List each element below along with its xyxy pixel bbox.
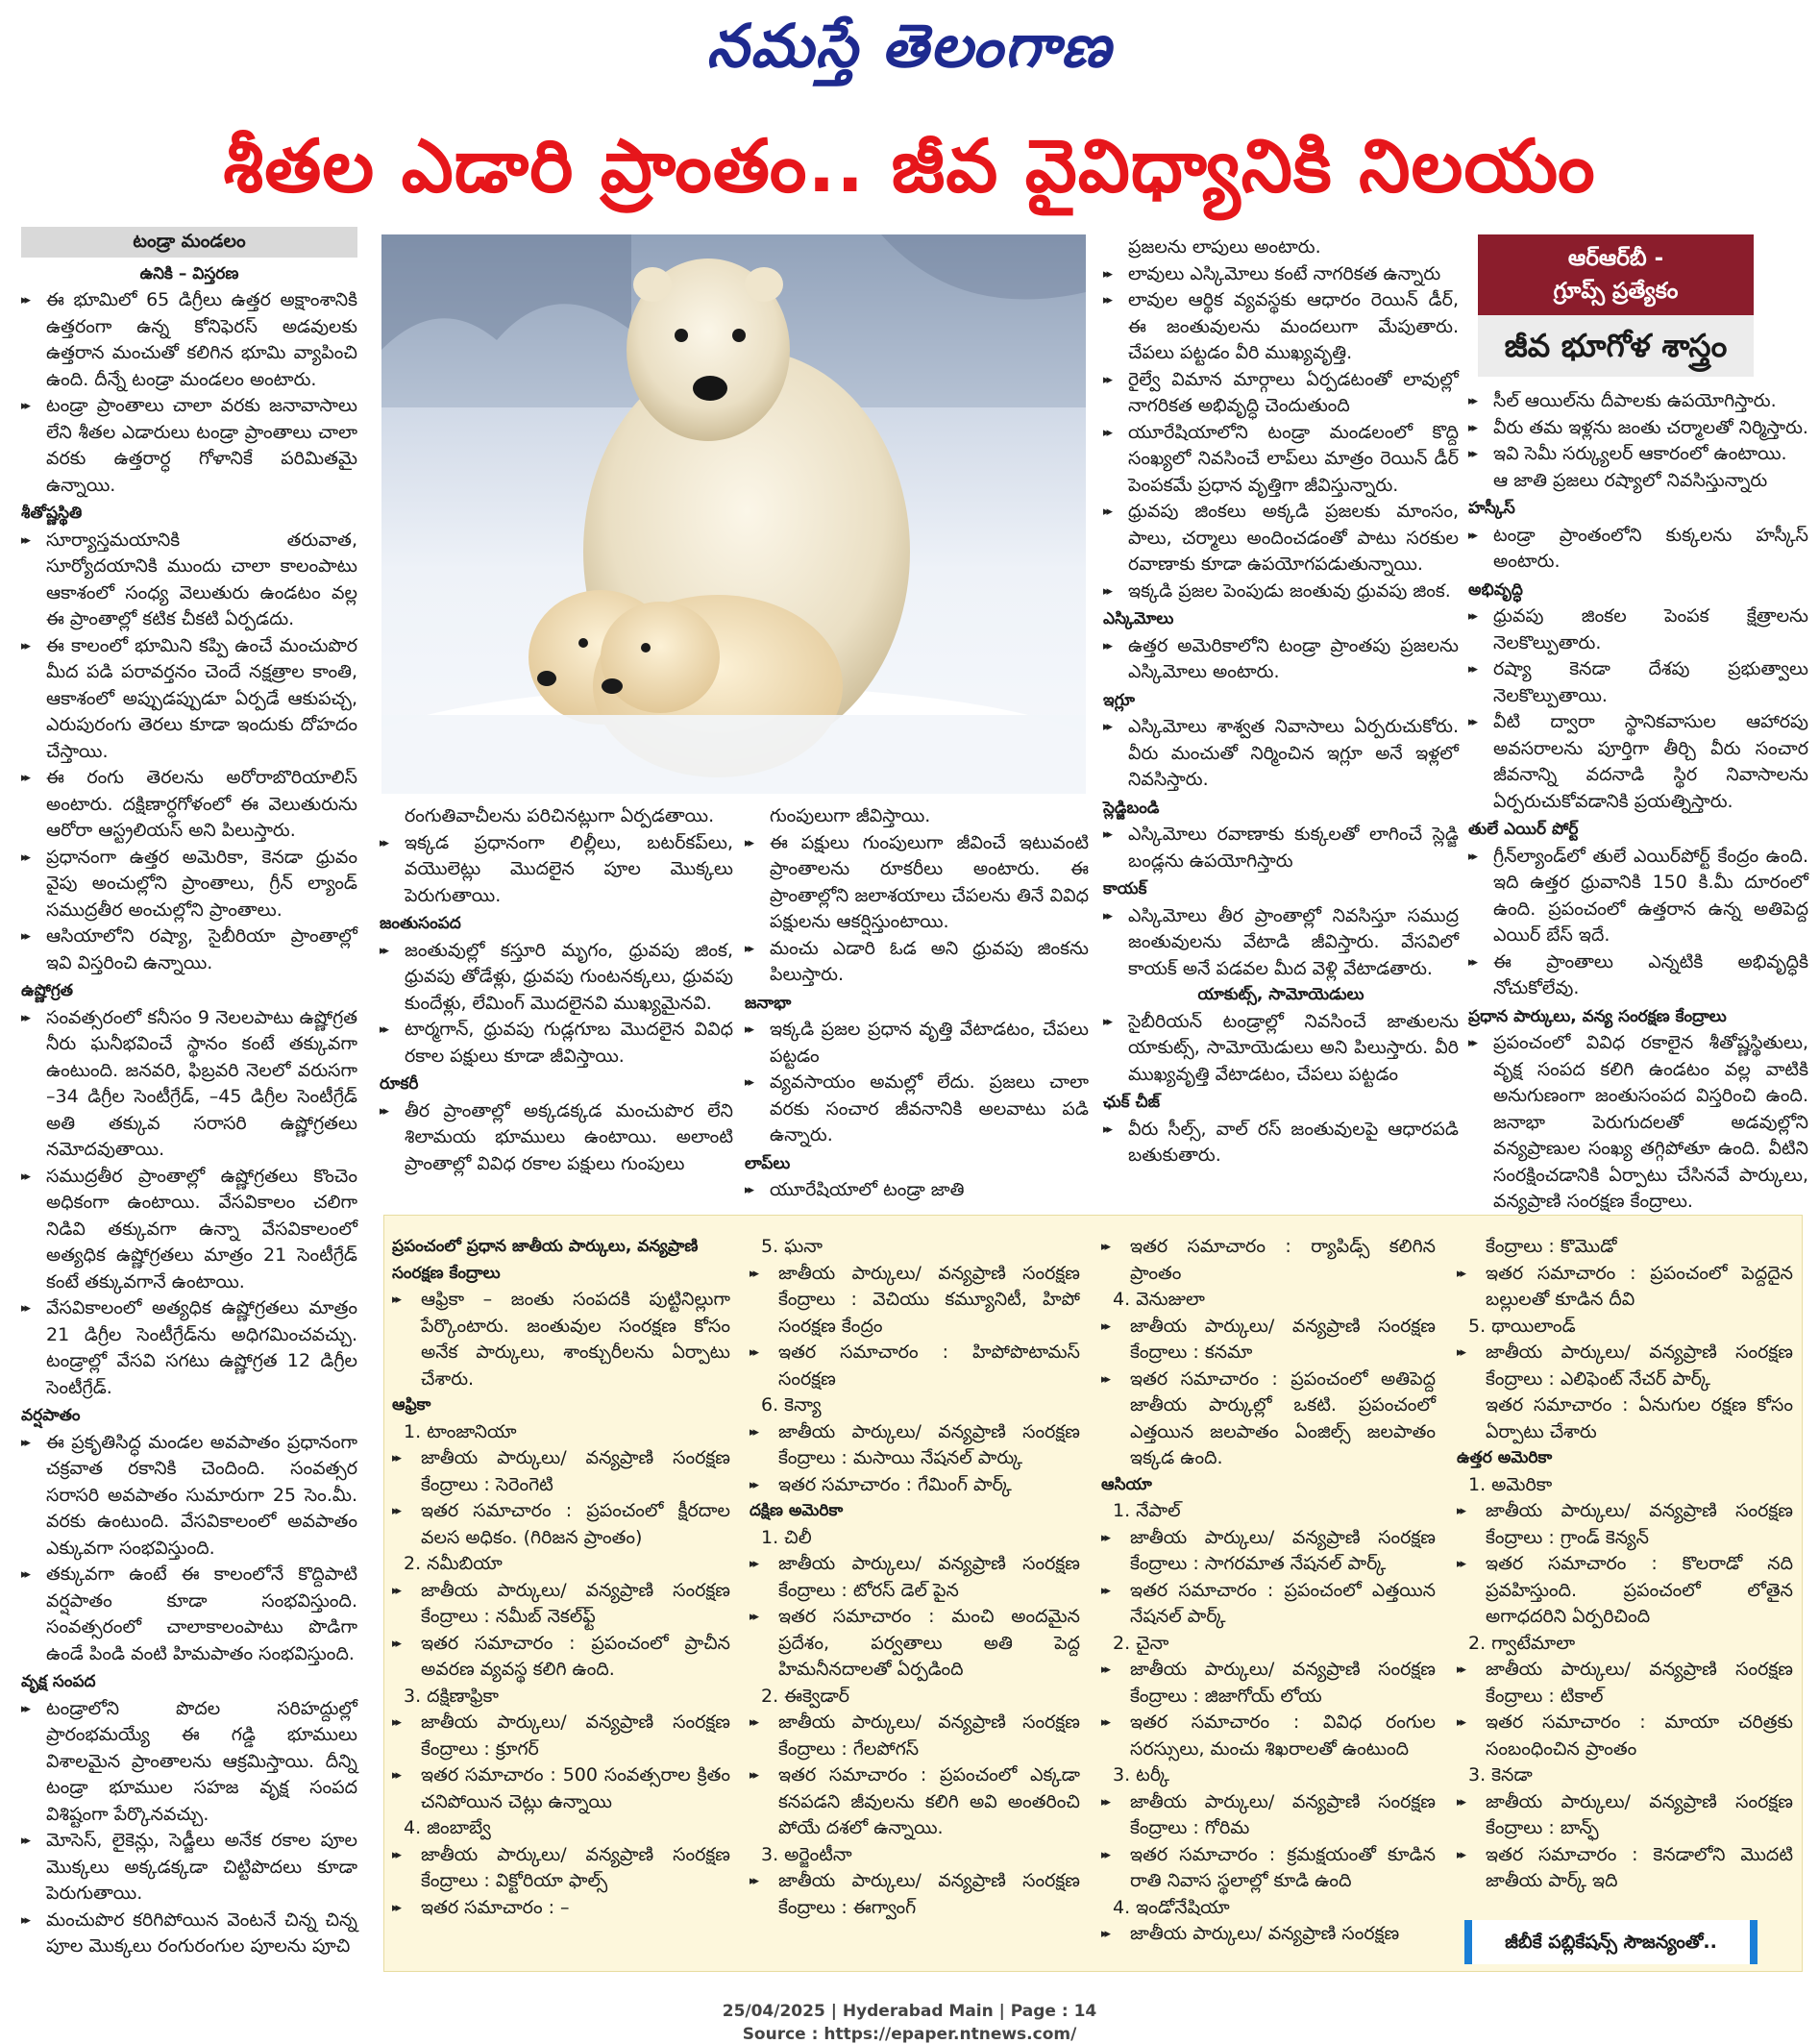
paragraph: ▸▸ ఈ భూమిలో 65 డిగ్రీలు ఉత్తర అక్షాంశానికి ఉత్తరంగా ఉన్న కోనిఫెరస్ అడవులకు ఉత్తరాన మంచుతో కలిగిన భూమి వ్యాపించి ఉంది. దీన్నే టండ్రా మండలం అంటారు. <box>21 287 357 393</box>
paragraph: ▸▸ ఈ పక్షులు గుంపులుగా జీవించే ఇటువంటి ప్రాంతాలను రూకరీలు అంటారు. ఈ ప్రాంతాల్లోని జలాశయాలు చేపలను తినే వివిధ పక్షులను ఆకర్షిస్తుంటాయి. <box>745 830 1089 936</box>
country-item: 1. అమెరికా <box>1468 1473 1553 1495</box>
paragraph: ▸▸ ధ్రువపు జింకలు అక్కడి ప్రజలకు మాంసం, పాలు, చర్మాలు అందించడంతో పాటు సరకుల రవాణాకు కూడా ఉపయోగపడుతున్నాయి. <box>1103 499 1459 579</box>
country-item: 4. ఇండోనేషియా <box>1113 1896 1230 1918</box>
subheading: జనాభా <box>745 993 792 1013</box>
park-info: ▸▸ ఇతర సమాచారం : మంచి అందమైన ప్రదేశం, పర్వతాలు అతి పెద్ద హిమనీనదాలతో ఏర్పడింది <box>750 1604 1080 1684</box>
subheading: కాయక్ <box>1103 879 1147 899</box>
page-footer <box>0 2000 1819 2044</box>
subheading: హస్కీస్ <box>1468 499 1515 518</box>
subheading: ప్రధాన పార్కులు, వన్య సంరక్షణ కేంద్రాలు <box>1468 1006 1727 1026</box>
country-item: 1. టాంజానియా <box>404 1420 517 1442</box>
subheading: శీతోష్ణస్థితి <box>21 504 83 523</box>
subheading: జంతుసంపద <box>380 914 461 933</box>
subheading: వృక్ష సంపద <box>21 1672 96 1691</box>
banner-line-2: గ్రూప్స్ ప్రత్యేకం <box>1553 279 1679 304</box>
park-entry: ▸▸ జాతీయ పార్కులు/ వన్యప్రాణి సంరక్షణ కేంద్రాలు : టోరస్ డెల్ పైన <box>750 1551 1080 1604</box>
polar-bear-illustration <box>381 234 1086 794</box>
country-item: 4. జింబాబ్వే <box>404 1817 491 1838</box>
polar-bear-photo <box>381 234 1086 794</box>
subject-title: జీవ భూగోళ శాస్త్రం <box>1478 315 1754 377</box>
region-heading: ఉత్తర అమెరికా <box>1457 1448 1553 1467</box>
paragraph: ▸▸ వీటి ద్వారా స్థానికవాసుల ఆహారపు అవసరాలను పూర్తిగా తీర్చి వీరు సంచార జీవనాన్ని వదనాడి స్థిర నివాసాలను ఏర్పరుచుకోవడానికి ప్రయత్నిస్తారు. <box>1468 709 1808 815</box>
park-entry: ▸▸ జాతీయ పార్కులు/ వన్యప్రాణి సంరక్షణ కేంద్రాలు : ఈగ్వాంగ్ <box>750 1868 1080 1921</box>
park-info: ▸▸ ఇతర సమాచారం : హిపోపొటామస్ సంరక్షణ <box>750 1340 1080 1392</box>
park-entry: ▸▸ జాతీయ పార్కులు/ వన్యప్రాణి సంరక్షణ కేంద్రాలు : టికాల్ <box>1457 1657 1793 1710</box>
paragraph: ▸▸ గ్రీన్‌ల్యాండ్‌లో తులే ఎయిర్‌పోర్ట్ కేంద్రం ఉంది. ఇది ఉత్తర ధ్రువానికి 150 కి.మీ దూరంలో ఉంది. ప్రపంచంలో ఉత్తరాన ఉన్న అతిపెద్ద ఎయిర్ బేస్ ఇదే. <box>1468 844 1808 949</box>
paragraph: ▸▸ జంతువుల్లో కస్తూరి మృగం, ధ్రువపు జింక, ధ్రువపు తోడేళ్లు, ధ్రువపు గుంటనక్కలు, ధ్రువపు కుందేళ్లు, లేమింగ్ మొదలైనవి ముఖ్యమైనవి. <box>380 938 733 1018</box>
paragraph: ▸▸ వీరు తమ ఇళ్లను జంతు చర్మాలతో నిర్మిస్తారు. <box>1468 415 1808 442</box>
article-column-1 <box>21 227 357 1960</box>
footer-source-link[interactable]: Source : https://epaper.ntnews.com/ <box>742 2025 1077 2044</box>
country-item: 2. నమీబియా <box>404 1553 503 1574</box>
section-box-title: టండ్రా మండలం <box>21 227 357 258</box>
paragraph: ▸▸ ఈ రంగు తెరలను అరోరాబొరియాలిస్ అంటారు. దక్షిణార్ధగోళంలో ఈ వెలుతురును ఆరోరా ఆస్ట్రలియస్ అని పిలుస్తారు. <box>21 765 357 845</box>
paragraph: ▸▸ ఈ కాలంలో భూమిని కప్పి ఉంచే మంచుపొర మీద పడి పరావర్తనం చెందే నక్షత్రాల కాంతి, ఆకాశంలో అప్పుడప్పుడూ ఏర్పడే ఆకుపచ్చ, ఎరుపురంగు తెరలు కూడా ఇందుకు దోహదం చేస్తాయి. <box>21 633 357 766</box>
article-column-3 <box>745 803 1089 1204</box>
subheading: లాప్‌లు <box>745 1153 791 1173</box>
park-info: ▸▸ ఇతర సమాచారం : ప్రపంచంలో క్షీరదాల వలస అధికం. (గిరిజన ప్రాంతం) <box>392 1498 730 1551</box>
park-info: ▸▸ ఇతర సమాచారం : వివిధ రంగుల సరస్సులు, మంచు శిఖరాలతో ఉంటుంది <box>1101 1710 1436 1762</box>
paragraph: ▸▸ టార్మగాన్, ధ్రువపు గుడ్లగూబ మొదలైన వివిధ రకాల పక్షులు కూడా జీవిస్తాయి. <box>380 1017 733 1070</box>
paragraph: ▸▸ మంచుపొర కరిగిపోయిన వెంటనే చిన్న చిన్న పూల మొక్కలు రంగురంగుల పూలను పూచి <box>21 1908 357 1960</box>
paragraph: ▸▸ ఈ ప్రకృతిసిద్ధ మండల అవపాతం ప్రధానంగా చక్రవాత రకానికి చెందింది. సంవత్సర సరాసరి అవపాతం సుమారుగా 25 సెం.మీ. వరకు ఉంటుంది. వేసవికాలంలో అవపాతం ఎక్కువగా సంభవిస్తుంది. <box>21 1430 357 1563</box>
paragraph: ▸▸ టండ్రా ప్రాంతంలోని కుక్కలను హస్కీస్ అంటారు. <box>1468 523 1808 576</box>
paragraph: ▸▸ లావుల ఆర్థిక వ్యవస్థకు ఆధారం రెయిన్ డీర్, ఈ జంతువులను మందలుగా మేపుతారు. చేపలు పట్టడం వీరి ముఖ్యవృత్తి. <box>1103 287 1459 367</box>
subheading: అభివృద్ధి <box>1468 579 1523 600</box>
park-info: ఇతర సమాచారం : ఏనుగుల రక్షణ కోసం ఏర్పాటు చేశారు <box>1486 1394 1793 1442</box>
park-entry: ▸▸ జాతీయ పార్కులు/ వన్యప్రాణి సంరక్షణ కేంద్రాలు : గేలపోగస్ <box>750 1710 1080 1762</box>
country-item: 6. కెన్యా <box>761 1394 822 1416</box>
article-column-4 <box>1103 234 1459 1170</box>
paragraph: ▸▸ వ్యవసాయం అమల్లో లేదు. ప్రజలు చాలా వరకు సంచార జీవనానికి అలవాటు పడి ఉన్నారు. <box>745 1070 1089 1149</box>
paragraph: ▸▸ ఇక్కడ ప్రధానంగా లిల్లీలు, బటర్‌కప్‌లు, వయొలెట్లు మొదలైన పూల మొక్కలు పెరుగుతాయి. <box>380 830 733 910</box>
country-item: 3. టర్కీ <box>1113 1764 1170 1785</box>
paragraph: ▸▸ సంవత్సరంలో కనీసం 9 నెలలపాటు ఉష్ణోగ్రత నీరు ఘనీభవించే స్థానం కంటే తక్కువగా ఉంటుంది. జనవరి, ఫిబ్రవరి నెలలో వరుసగా –34 డిగ్రీల సెంటీగ్రేడ్, –45 డిగ్రీల సెంటీగ్రేడ్ అతి తక్కువ సరాసరి ఉష్ణోగ్రతలు నమోదవుతాయి. <box>21 1005 357 1164</box>
country-item: 4. వెనుజులా <box>1113 1289 1205 1310</box>
paragraph: ▸▸ మోసెస్, లైకెన్లు, సెడ్జీలు అనేక రకాల పూల మొక్కలు అక్కడక్కడా చిట్టిపొదలు కూడా పెరుగుతాయి. <box>21 1828 357 1908</box>
park-info: ▸▸ ఇతర సమాచారం : ప్రపంచంలో ఎత్తయిన నేషనల్ పార్క్ <box>1101 1578 1436 1631</box>
park-entry: ▸▸ జాతీయ పార్కులు/ వన్యప్రాణి సంరక్షణ కేంద్రాలు : విక్టోరియా ఫాల్స్ <box>392 1842 730 1895</box>
paragraph: ▸▸ ఎస్కిమోలు తీర ప్రాంతాల్లో నివసిస్తూ సముద్ర జంతువులను వేటాడి జీవిస్తారు. వేసవిలో కాయక్ అనే పడవల మీద వెళ్లి వేటాడతారు. <box>1103 903 1459 983</box>
publisher-credit: జీబీకే పబ్లికేషన్స్ సౌజన్యంతో.. <box>1464 1920 1758 1964</box>
footer-date-page: 25/04/2025 | Hyderabad Main | Page : 14 <box>722 2002 1097 2021</box>
paragraph: ▸▸ సైబీరియన్ టండ్రాల్లో నివసించే జాతులను యాకుట్స్, సామోయెడులు అని పిలుస్తారు. వీరి ముఖ్యవృత్తి వేటాడటం, చేపలు పట్టడం <box>1103 1009 1459 1089</box>
country-item: 2. ఈక్వెడార్ <box>761 1685 849 1707</box>
country-item: 1. చిలీ <box>761 1526 812 1548</box>
paragraph: ▸▸ తక్కువగా ఉంటే ఈ కాలంలోనే కొద్దిపాటి వర్షపాతం కూడా సంభవిస్తుంది. సంవత్సరంలో చాలాకాలంపాటు పొడిగా ఉండే పిండి వంటి హిమపాతం సంభవిస్తుంది. <box>21 1562 357 1667</box>
paragraph: ▸▸ తీర ప్రాంతాల్లో అక్కడక్కడ మంచుపొర లేని శిలామయ భూములు ఉంటాయి. అలాంటి ప్రాంతాల్లో వివిధ రకాల పక్షులు గుంపులు <box>380 1098 733 1178</box>
paragraph: ▸▸ ఆఫ్రికా – జంతు సంపదకి పుట్టినిల్లుగా పేర్కొంటారు. జంతువుల సంరక్షణ కోసం అనేక పార్కులు, శాంక్చురీలను ఏర్పాటు చేశారు. <box>392 1287 730 1392</box>
park-entry: ▸▸ జాతీయ పార్కులు/ వన్యప్రాణి సంరక్షణ కేంద్రాలు : సెరెంగెటి <box>392 1445 730 1498</box>
park-entry: ▸▸ జాతీయ పార్కులు/ వన్యప్రాణి సంరక్షణ కేంద్రాలు : బాన్ఫ్ <box>1457 1789 1793 1842</box>
paragraph: ▸▸ యూరేషియాలోని టండ్రా మండలంలో కొద్ది సంఖ్యలో నివసించే లాప్‌లు మాత్రం రెయిన్ డీర్ పెంపకమే ప్రధాన వృత్తిగా జీవిస్తున్నారు. <box>1103 420 1459 500</box>
subheading: ఉనికి – విస్తరణ <box>139 263 239 283</box>
region-heading: ఆసియా <box>1101 1474 1152 1494</box>
paragraph: ఆ జాతి ప్రజలు రష్యాలో నివసిస్తున్నారు <box>1493 469 1768 491</box>
park-entry: ▸▸ జాతీయ పార్కులు/ వన్యప్రాణి సంరక్షణ కేంద్రాలు : నమీబ్ నెకల్‌ఫ్ట్ <box>392 1578 730 1631</box>
parks-column-4 <box>1457 1234 1793 1895</box>
park-entry: ▸▸ జాతీయ పార్కులు/ వన్యప్రాణి సంరక్షణ కేంద్రాలు : గోరిమ <box>1101 1789 1436 1842</box>
subheading: రూకరీ <box>380 1074 419 1094</box>
park-info: ▸▸ ఇతర సమాచారం : క్రమక్షయంతో కూడిన రాతి నివాస స్థలాల్లో కూడి ఉంది <box>1101 1842 1436 1895</box>
country-item: 5. థాయిలాండ్ <box>1468 1315 1576 1337</box>
paragraph: ▸▸ ధ్రువపు జింకల పెంపక క్షేత్రాలను నెలకొల్పుతారు. <box>1468 603 1808 656</box>
country-item: 1. నేపాల్ <box>1113 1500 1181 1521</box>
country-item: 2. గ్వాటేమాలా <box>1468 1632 1576 1654</box>
paragraph: రంగుతివాచీలను పరిచినట్లుగా ఏర్పడతాయి. <box>405 805 715 826</box>
park-entry: ▸▸ జాతీయ పార్కులు/ వన్యప్రాణి సంరక్షణ కేంద్రాలు : గ్రాండ్ కెన్యన్ <box>1457 1498 1793 1551</box>
paragraph: ▸▸ యూరేషియాలో టండ్రా జాతి <box>745 1177 1089 1204</box>
park-info: ▸▸ ఇతర సమాచారం : ప్రపంచంలో ఎక్కడా కనపడని జీవులను కలిగి అవి అంతరించి పోయే దశలో ఉన్నాయి. <box>750 1762 1080 1842</box>
country-item: 3. అర్జెంటీనా <box>761 1843 852 1865</box>
subheading: ఉష్ణోగ్రత <box>21 981 74 1000</box>
country-item: 2. చైనా <box>1113 1632 1169 1654</box>
paragraph: ▸▸ రష్యా కెనడా దేశపు ప్రభుత్వాలు నెలకొల్పుతాయి. <box>1468 656 1808 709</box>
subheading: స్లెడ్జిబండి <box>1103 798 1160 818</box>
parks-column-3 <box>1101 1234 1436 1948</box>
paragraph: ▸▸ ఈ ప్రాంతాలు ఎన్నటికి అభివృద్ధికి నోచుకోలేవు. <box>1468 949 1808 1002</box>
park-entry: ▸▸ జాతీయ పార్కులు/ వన్యప్రాణి సంరక్షణ కేంద్రాలు : సాగరమాత నేషనల్ పార్క్ <box>1101 1525 1436 1578</box>
subheading: వర్షపాతం <box>21 1406 81 1425</box>
park-info: ▸▸ ఇతర సమాచారం : ప్రపంచంలో ప్రాచీన అవరణ వ్యవస్థ కలిగి ఉంది. <box>392 1631 730 1684</box>
paragraph: ▸▸ ఎస్కిమోలు రవాణాకు కుక్కలతో లాగించే స్లెడ్జి బండ్లను ఉపయోగిస్తారు <box>1103 822 1459 874</box>
paragraph: ▸▸ మంచు ఎడారి ఓడ అని ధ్రువపు జింకను పిలుస్తారు. <box>745 936 1089 989</box>
banner-line-1: ఆర్‌ఆర్‌బీ - <box>1567 246 1664 271</box>
park-entry: ▸▸ జాతీయ పార్కులు/ వన్యప్రాణి సంరక్షణ <box>1101 1921 1436 1948</box>
paragraph: ▸▸ టండ్రా ప్రాంతాలు చాలా వరకు జనావాసాలు లేని శీతల ఎడారులు టండ్రా ప్రాంతాలు చాలా వరకు ఉత్తరార్ధ గోళానికే పరిమితమై ఉన్నాయి. <box>21 393 357 499</box>
park-entry: ▸▸ జాతీయ పార్కులు/ వన్యప్రాణి సంరక్షణ కేంద్రాలు : మసాయి నేషనల్ పార్కు <box>750 1419 1080 1472</box>
page-headline: శీతల ఎడారి ప్రాంతం.. జీవ వైవిధ్యానికి నిలయం <box>223 123 1596 209</box>
region-heading: ఆఫ్రికా <box>392 1395 431 1415</box>
paragraph: ▸▸ ప్రధానంగా ఉత్తర అమెరికా, కెనడా ధ్రువం వైపు అంచుల్లోని ప్రాంతాలు, గ్రీన్ ల్యాండ్ సముద్రతీర అంచుల్లోని ప్రాంతాలు. <box>21 845 357 924</box>
subheading: ఛుక్ చీజ్ <box>1103 1093 1161 1112</box>
subheading: యాకుట్స్, సామోయెడులు <box>1197 985 1364 1004</box>
article-column-2 <box>380 803 733 1177</box>
subheading: ఎస్కిమోలు <box>1103 609 1174 628</box>
paragraph: ▸▸ ప్రపంచంలో వివిధ రకాలైన శీతోష్ణస్థితులు, వృక్ష సంపద కలిగి ఉండటం వల్ల వాటికి అనుగుణంగా జంతుసంపద విస్తరించి ఉంది. జనాభా పెరుగుదలతో అడవుల్లోని వన్యప్రాణుల సంఖ్య తగ్గిపోతూ ఉంది. వీటిని సంరక్షించడానికి ఏర్పాటు చేసినవే పార్కులు, వన్యప్రాణి సంరక్షణ కేంద్రాలు. <box>1468 1030 1808 1216</box>
paragraph: గుంపులుగా జీవిస్తాయి. <box>770 805 931 826</box>
park-entry: ▸▸ జాతీయ పార్కులు/ వన్యప్రాణి సంరక్షణ కేంద్రాలు : వెచియు కమ్యూనిటీ, హిపో సంరక్షణ కేంద్రం <box>750 1261 1080 1341</box>
paragraph: ▸▸ రైల్వే విమాన మార్గాలు ఏర్పడటంతో లావుల్లో నాగరికత అభివృద్ధి చెందుతుంది <box>1103 367 1459 420</box>
park-info: ▸▸ ఇతర సమాచారం : మాయా చరిత్రకు సంబంధించిన ప్రాంతం <box>1457 1710 1793 1762</box>
country-item: 3. దక్షిణాఫ్రికా <box>404 1685 500 1707</box>
park-entry: కేంద్రాలు : కొమొడో <box>1486 1236 1617 1257</box>
park-info: ▸▸ ఇతర సమాచారం : ప్రపంచంలో పెద్దదైన బల్లులతో కూడిన దీవి <box>1457 1261 1793 1314</box>
park-info: ▸▸ ఇతర సమాచారం : ర్యాపిడ్స్ కలిగిన ప్రాంతం <box>1101 1234 1436 1287</box>
masthead-logo: నమస్తే తెలంగాణ <box>706 11 1113 81</box>
park-entry: ▸▸ జాతీయ పార్కులు/ వన్యప్రాణి సంరక్షణ కేంద్రాలు : క్రూగర్ <box>392 1710 730 1762</box>
country-item: 3. కెనడా <box>1468 1764 1533 1785</box>
paragraph: ▸▸ వీరు సీల్స్, వాల్ రస్ జంతువులపై ఆధారపడి బతుకుతారు. <box>1103 1117 1459 1170</box>
park-info: ▸▸ ఇతర సమాచారం : 500 సంవత్సరాల క్రితం చనిపోయిన చెట్లు ఉన్నాయి <box>392 1762 730 1815</box>
paragraph: ▸▸ సీల్ ఆయిల్‌ను దీపాలకు ఉపయోగిస్తారు. <box>1468 388 1808 415</box>
park-info: ▸▸ ఇతర సమాచారం : కొలరాడో నది ప్రవహిస్తుంది. ప్రపంచంలో లోతైన అగాధదరిని ఏర్పరిచింది <box>1457 1551 1793 1631</box>
park-info: ▸▸ ఇతర సమాచారం : గేమింగ్ పార్క్ <box>750 1472 1080 1499</box>
paragraph: ▸▸ ఎస్కిమోలు శాశ్వత నివాసాలు ఏర్పరుచుకోరు. వీరు మంచుతో నిర్మించిన ఇగ్లూ అనే ఇళ్లలో నివసిస్తారు. <box>1103 714 1459 794</box>
paragraph: ▸▸ ఆసియాలోని రష్యా, సైబీరియా ప్రాంతాల్లో ఇవి విస్తరించి ఉన్నాయి. <box>21 923 357 976</box>
paragraph: ▸▸ సూర్యాస్తమయానికి తరువాత, సూర్యోదయానికి ముందు చాలా కాలంపాటు ఆకాశంలో సంధ్య వెలుతురు ఉండటం వల్ల ఈ ప్రాంతాల్లో కటిక చీకటి ఏర్పడదు. <box>21 528 357 633</box>
paragraph: ▸▸ వేసవికాలంలో అత్యధిక ఉష్ణోగ్రతలు మాత్రం 21 డిగ్రీల సెంటీగ్రేడ్‌ను అధిగమించవచ్చు. టండ్రాల్లో వేసవి సగటు ఉష్ణోగ్రత 12 డిగ్రీల సెంటీగ్రేడ్. <box>21 1295 357 1401</box>
country-item: 5. ఘనా <box>761 1236 823 1257</box>
paragraph: ▸▸ ఇక్కడి ప్రజల ప్రధాన వృత్తి వేటాడటం, చేపలు పట్టడం <box>745 1017 1089 1070</box>
paragraph: ▸▸ టండ్రాలోని పొదల సరిహద్దుల్లో ప్రారంభమయ్యే ఈ గడ్డి భూములు విశాలమైన ప్రాంతాలను ఆక్రమిస్తాయి. దీన్ని టండ్రా భూముల సహజ వృక్ష సంపద విశిష్టంగా పేర్కొనవచ్చు. <box>21 1696 357 1829</box>
paragraph: ▸▸ సముద్రతీర ప్రాంతాల్లో ఉష్ణోగ్రతలు కొంచెం అధికంగా ఉంటాయి. వేసవికాలం చలిగా నిడివి తక్కువగా ఉన్నా వేసవికాలంలో అత్యధిక ఉష్ణోగ్రతలు మాత్రం 21 సెంటీగ్రేడ్ కంటే తక్కువగానే ఉంటాయి. <box>21 1164 357 1296</box>
article-column-5 <box>1468 388 1808 1216</box>
paragraph: ప్రజలను లాపులు అంటారు. <box>1128 236 1321 258</box>
park-entry: ▸▸ జాతీయ పార్కులు/ వన్యప్రాణి సంరక్షణ కేంద్రాలు : కనమా <box>1101 1314 1436 1367</box>
subheading: తులే ఎయిర్ పోర్ట్ <box>1468 820 1579 839</box>
subheading: ఇగ్లూ <box>1103 690 1135 710</box>
parks-column-2 <box>750 1234 1080 1921</box>
paragraph: ▸▸ ఇక్కడి ప్రజల పెంపుడు జంతువు ధ్రువపు జింక. <box>1103 579 1459 605</box>
region-heading: దక్షిణ అమెరికా <box>750 1501 844 1520</box>
park-entry: ▸▸ జాతీయ పార్కులు/ వన్యప్రాణి సంరక్షణ కేంద్రాలు : ఎలిఫెంట్ నేచర్ పార్క్ <box>1457 1340 1793 1392</box>
park-info: ▸▸ ఇతర సమాచారం : – <box>392 1895 730 1922</box>
park-entry: ▸▸ జాతీయ పార్కులు/ వన్యప్రాణి సంరక్షణ కేంద్రాలు : జిజాగోయ్ లోయ <box>1101 1657 1436 1710</box>
rrb-groups-banner <box>1478 234 1754 315</box>
parks-column-1 <box>392 1234 730 1921</box>
park-info: ▸▸ ఇతర సమాచారం : కెనడాలోని మొదటి జాతీయ పార్క్ ఇది <box>1457 1842 1793 1895</box>
paragraph: ▸▸ ఇవి సెమీ సర్క్యులర్ ఆకారంలో ఉంటాయి. <box>1468 441 1808 468</box>
paragraph: ▸▸ లావులు ఎస్కిమోలు కంటే నాగరికత ఉన్నారు <box>1103 261 1459 288</box>
paragraph: ▸▸ ఉత్తర అమెరికాలోని టండ్రా ప్రాంతపు ప్రజలను ఎస్కిమోలు అంటారు. <box>1103 633 1459 686</box>
box-title: ప్రపంచంలో ప్రధాన జాతీయ పార్కులు, వన్యప్రాణి సంరక్షణ కేంద్రాలు <box>392 1237 699 1283</box>
park-info: ▸▸ ఇతర సమాచారం : ప్రపంచంలో అతిపెద్ద జాతీయ పార్కుల్లో ఒకటి. ప్రపంచంలో ఎత్తయిన జలపాతం ఏంజిల్స్ జలపాతం ఇక్కడ ఉంది. <box>1101 1367 1436 1472</box>
